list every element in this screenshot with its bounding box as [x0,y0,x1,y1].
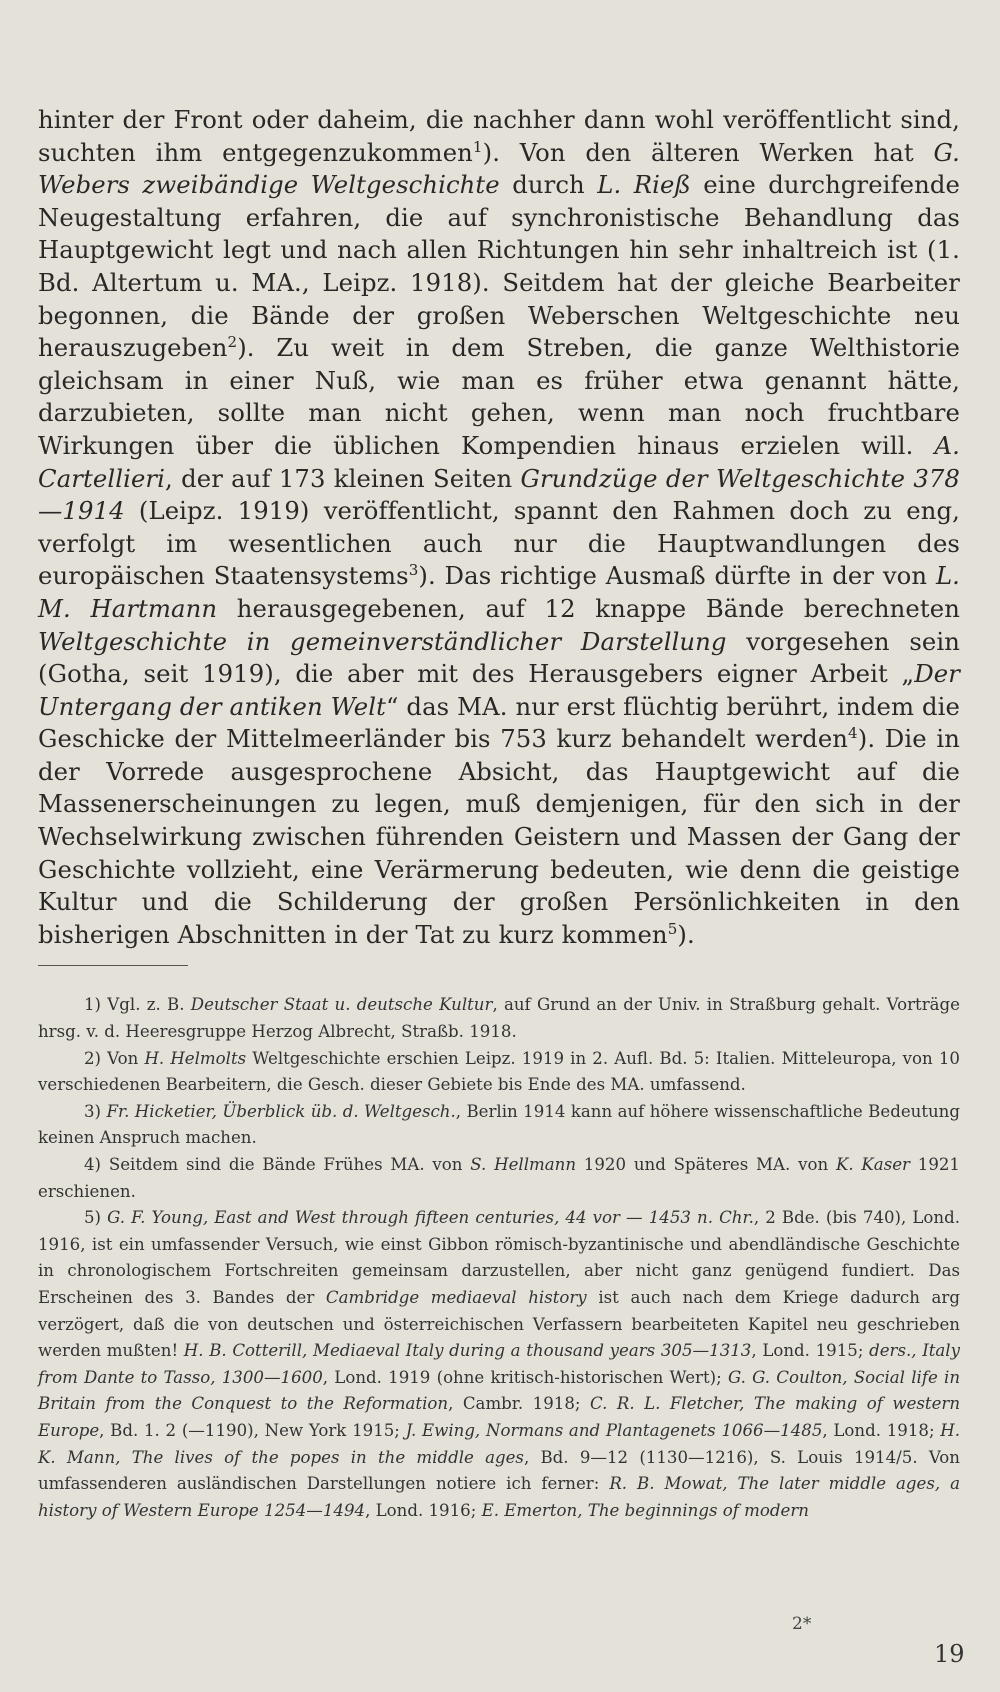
sheet-signature: 2* [792,1614,812,1634]
author-name: L. Rieß [597,170,691,200]
footnote-ref-2: 2 [227,333,238,352]
author-work: G. Webers zweibändige Weltgeschichte [38,137,960,200]
footnote-ref-5: 5 [667,919,678,938]
footnote-4: 4) Seitdem sind die Bände Frühes MA. von S. Hellmann 1920 und Späteres MA. von K. Kaser 1921 erschienen. [38,1155,960,1201]
author-name: A. Cartellieri [38,430,960,493]
footnote-ref-3: 3 [408,561,419,580]
work-title: Der Untergang der antiken Welt [38,659,960,721]
footnote-3: 3) Fr. Hicketier, Überblick üb. d. Weltgesch., Berlin 1914 kann auf höhere wissenschaftliche Bedeutung keinen Anspruch machen. [38,1101,960,1148]
footnote-ref-4: 4 [848,724,858,743]
footnote-ref-1: 1 [472,137,483,156]
footnote-1: 1) Vgl. z. B. Deutscher Staat u. deutsche Kultur, auf Grund an der Univ. in Straßburg gehalt. Vorträge hrsg. v. d. Heeresgruppe Herzog Albrecht, Straßb. 1918. [38,995,960,1042]
author-name: L. M. Hartmann [38,561,960,623]
work-title: Weltgeschichte in gemeinverständlicher Darstellung [38,626,727,656]
work-title: Grundzüge der Weltgeschichte 378—1914 [38,463,960,526]
footnote-divider [38,965,188,966]
main-text [38,104,960,951]
footnote-2: 2) Von H. Helmolts Weltgeschichte erschien Leipz. 1919 in 2. Aufl. Bd. 5: Italien. Mitteleuropa, von 10 verschiedenen Bearbeitern, die Gesch. dieser Gebiete bis Ende des MA. umfassend. [38,1048,960,1095]
main-paragraph: hinter der Front oder daheim, die nachher dann wohl veröffentlicht sind, suchten ihm entgegenzukommen$^1$). Von den älteren Werken hat G. Webers zweibändige Weltgeschichte durch L. Rieß eine durchgreifende Neugestaltung erfahren, die auf synchronistische Behandlung das Hauptgewicht legt und nach allen Richtungen hin sehr inhaltreich ist (1. Bd. Altertum u. MA., Leipz. 1918). Seitdem hat der gleiche Bearbeiter begonnen, die Bände der großen Weberschen Weltgeschichte neu herauszugeben$^2$). Zu weit in dem Streben, die ganze Welthistorie gleichsam in einer Nuß, wie man es früher etwa genannt hätte, darzubieten, sollte man nicht gehen, wenn man noch fruchtbare Wirkungen über die üblichen Kompendien hinaus erzielen will. A. Cartellieri, der auf 173 kleinen Seiten Grundzüge der Weltgeschichte 378—1914 (Leipz. 1919) veröffentlicht, spannt den Rahmen doch zu eng, verfolgt im wesentlichen auch nur die Hauptwandlungen des europäischen Staatensystems$^3$). Das richtige Ausmaß dürfte in der von L. M. Hartmann herausgegebenen, auf 12 knappe Bände berechneten Weltgeschichte in gemeinverständlicher Darstellung vorgesehen sein (Gotha, seit 1919), die aber mit des Herausgebers eigner Arbeit „Der Untergang der antiken Welt“ das MA. nur erst flüchtig berührt, indem die Geschicke der Mittelmeerländer bis 753 kurz behandelt werden$^4$). Die in der Vorrede ausgesprochene Absicht, das Hauptgewicht auf die Massenerscheinungen zu legen, muß demjenigen, für den sich in der Wechselwirkung zwischen führenden Geistern und Massen der Gang der Geschichte vollzieht, eine Verärmerung bedeuten, wie denn die geistige Kultur und die Schilderung der großen Persönlichkeiten in den bisherigen Abschnitten in der Tat zu kurz kommen$^5$). [38,105,961,949]
footnotes [38,992,960,1524]
footnote-5: 5) G. F. Young, East and West through fifteen centuries, 44 vor — 1453 n. Chr., 2 Bde. (bis 740), Lond. 1916, ist ein umfassender Versuch, wie einst Gibbon römisch-byzantinische und abendländische Geschichte in chronologischem Fortschreiten gemeinsam darzustellen, aber nicht ganz genügend fundiert. Das Erscheinen des 3. Bandes der Cambridge mediaeval history ist auch nach dem Kriege dadurch arg verzögert, daß die von deutschen und österreichischen Verfassern bearbeiteten Kapitel neu geschrieben werden mußten! H. B. Cotterill, Mediaeval Italy during a thousand years 305—1313, Lond. 1915; ders., Italy from Dante to Tasso, 1300—1600, Lond. 1919 (ohne kritisch-historischen Wert); G. G. Coulton, Social life in Britain from the Conquest to the Reformation, Cambr. 1918; C. R. L. Fletcher, The making of western Europe, Bd. 1. 2 (—1190), New York 1915; J. Ewing, Normans and Plantagenets 1066—1485, Lond. 1918; H. K. Mann, The lives of the popes in the middle ages, Bd. 9—12 (1130—1216), S. Louis 1914/5. Von umfassenderen ausländischen Darstellungen notiere ich ferner: R. B. Mowat, The later middle ages, a history of Western Europe 1254—1494, Lond. 1916; E. Emerton, The beginnings of modern [38,1208,961,1520]
page-number: 19 [934,1640,965,1668]
